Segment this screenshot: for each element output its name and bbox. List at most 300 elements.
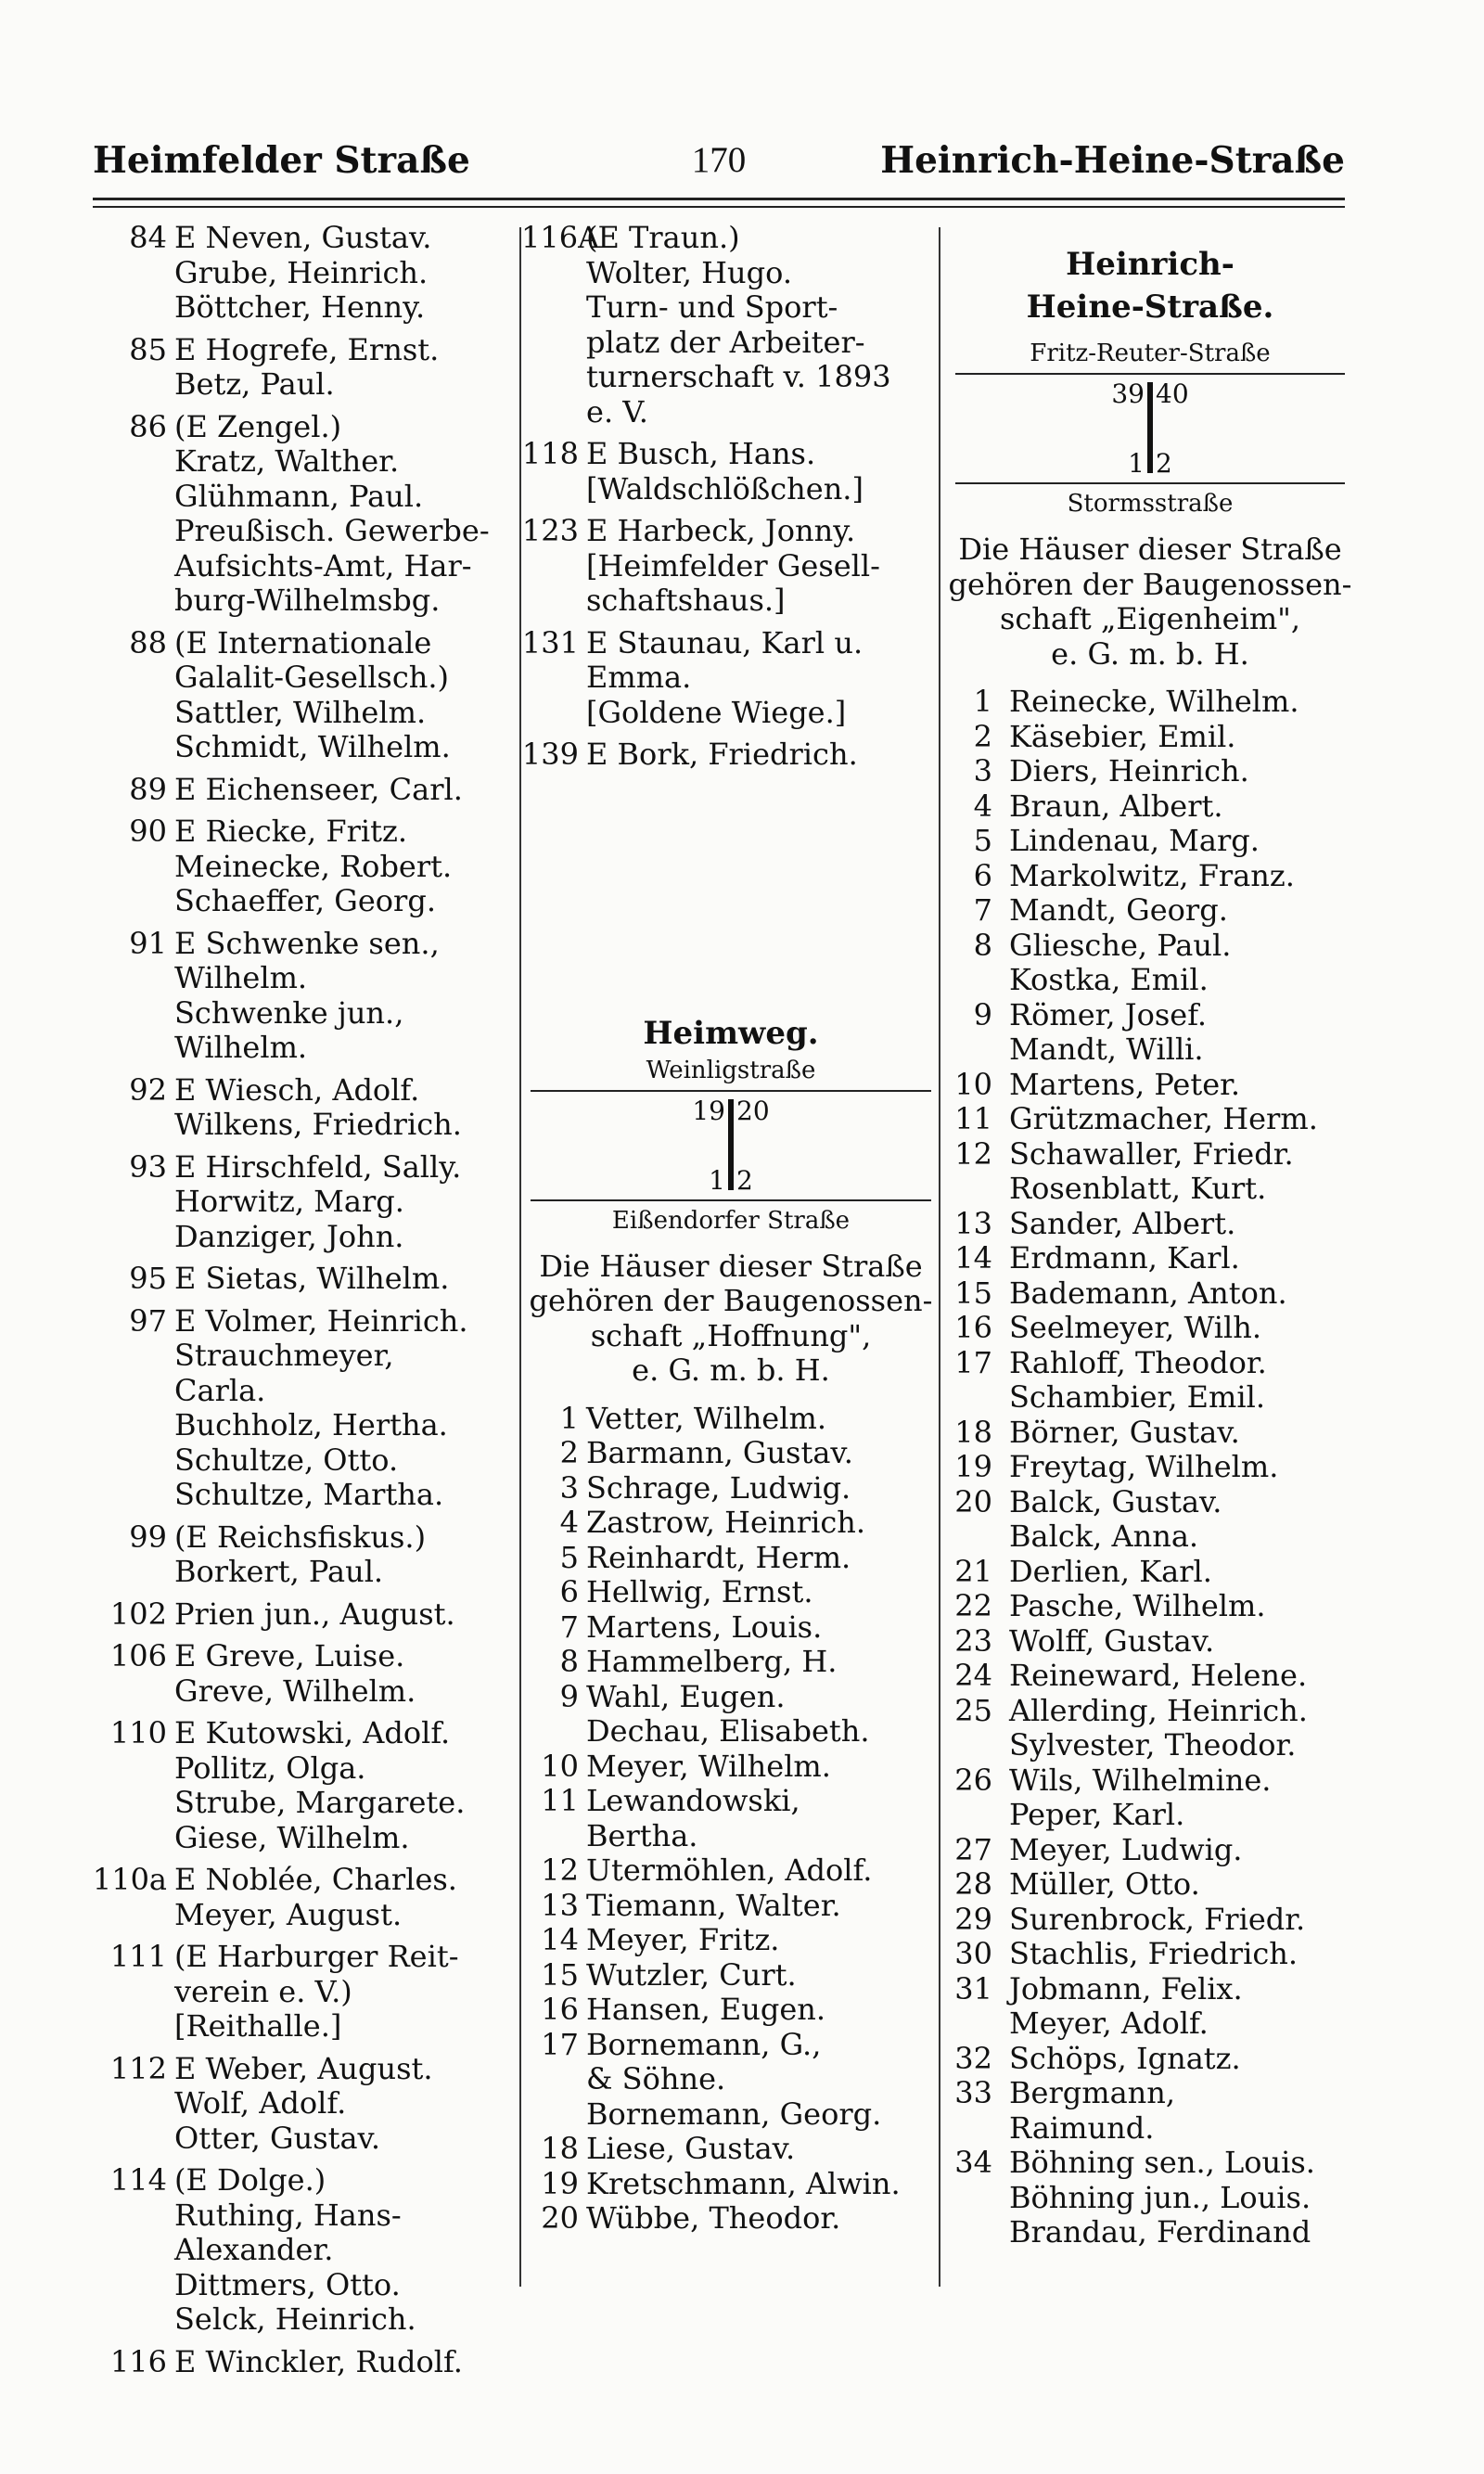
- resident-names: [174, 1716, 518, 1855]
- address-entry: [521, 1784, 940, 1853]
- resident-names: [174, 221, 518, 326]
- address-entry: [946, 1937, 1354, 1972]
- house-number: 9: [559, 1678, 579, 1714]
- resident-line: Meyer, Ludwig.: [1009, 1831, 1243, 1867]
- resident-line: Wolter, Hugo.: [586, 254, 793, 290]
- resident-line: Giese, Wilhelm.: [174, 1819, 410, 1855]
- resident-line: E Greve, Luise.: [174, 1638, 405, 1673]
- address-entry: [946, 2042, 1354, 2077]
- resident-line: Sylvester, Theodor.: [1009, 1727, 1297, 1763]
- resident-line: E Eichenseer, Carl.: [174, 771, 463, 807]
- heinrich-note: [946, 532, 1354, 672]
- house-number: 139: [521, 737, 579, 772]
- house-number: 131: [521, 624, 579, 660]
- resident-line: Grützmacher, Herm.: [1009, 1101, 1318, 1136]
- heinrich-note-line: Die Häuser dieser Straße: [958, 532, 1342, 567]
- address-entry: [521, 1506, 940, 1541]
- address-entry: [91, 1520, 518, 1590]
- resident-names: [586, 1610, 940, 1646]
- resident-names: [586, 437, 940, 506]
- resident-line: Seelmeyer, Wilh.: [1009, 1310, 1262, 1345]
- heimweg-residents-list: [521, 1402, 940, 2237]
- heinrich-divider-bottom: [955, 482, 1345, 484]
- resident-line: Zastrow, Heinrich.: [586, 1505, 866, 1540]
- header-rule: [93, 198, 1345, 200]
- address-entry: [946, 929, 1354, 998]
- resident-line: Emma.: [586, 660, 692, 695]
- house-number: 18: [954, 1414, 992, 1450]
- house-number: 84: [129, 220, 167, 255]
- resident-line: Lindenau, Marg.: [1009, 823, 1260, 858]
- address-entry: [946, 1972, 1354, 2042]
- house-number: 106: [109, 1638, 167, 1673]
- resident-line: Prien jun., August.: [174, 1596, 455, 1632]
- resident-line: Schmidt, Wilhelm.: [174, 729, 451, 764]
- house-number: 2: [973, 718, 992, 754]
- resident-line: Reineward, Helene.: [1009, 1658, 1308, 1693]
- resident-names: [1009, 1068, 1354, 1103]
- resident-line: Reinhardt, Herm.: [586, 1539, 851, 1575]
- resident-line: [Waldschlößchen.]: [586, 470, 864, 506]
- address-entry: [946, 1624, 1354, 1660]
- resident-line: Jobmann, Felix.: [1009, 1970, 1243, 2006]
- resident-names: [174, 1597, 518, 1633]
- house-number: 123: [521, 513, 579, 548]
- house-number: 24: [954, 1658, 992, 1693]
- resident-line: Hansen, Eugen.: [586, 1992, 826, 2027]
- resident-line: (E Zengel.): [174, 408, 342, 444]
- resident-line: Bornemann, G.,: [586, 2026, 822, 2062]
- resident-line: Wübbe, Theodor.: [586, 2200, 841, 2236]
- resident-line: E Sietas, Wilhelm.: [174, 1261, 450, 1296]
- address-entry: [91, 1262, 518, 1297]
- resident-line: Allerding, Heinrich.: [1009, 1692, 1308, 1728]
- resident-names: [174, 1304, 518, 1513]
- address-entry: [91, 927, 518, 1066]
- resident-line: Bademann, Anton.: [1009, 1275, 1287, 1311]
- resident-line: Wolf, Adolf.: [174, 2085, 347, 2121]
- heimweg-note-line: gehören der Baugenossen-: [529, 1283, 933, 1318]
- address-entry: [946, 824, 1354, 859]
- resident-line: [Reithalle.]: [174, 2008, 342, 2044]
- heimweg-bottom-left-number: 1: [709, 1164, 725, 1196]
- resident-line: Markolwitz, Franz.: [1009, 857, 1295, 893]
- resident-names: [1009, 1207, 1354, 1242]
- resident-names: [1009, 1867, 1354, 1903]
- resident-names: [1009, 789, 1354, 825]
- house-number: 5: [559, 1539, 579, 1575]
- heimweg-top-left-number: 19: [692, 1095, 725, 1126]
- resident-line: Mandt, Willi.: [1009, 1032, 1204, 1067]
- resident-line: Greve, Wilhelm.: [174, 1673, 416, 1709]
- heinrich-residents-list: [946, 685, 1354, 2250]
- heinrich-bottom-left-number: 1: [1128, 448, 1145, 479]
- house-number: 26: [954, 1762, 992, 1798]
- address-entry: [521, 1993, 940, 2028]
- resident-names: [1009, 2042, 1354, 2077]
- house-number: 16: [954, 1310, 992, 1345]
- resident-line: Balck, Anna.: [1009, 1519, 1199, 1554]
- resident-names: [1009, 720, 1354, 755]
- resident-line: Diers, Heinrich.: [1009, 753, 1249, 788]
- resident-names: [586, 737, 940, 773]
- resident-names: [1009, 1903, 1354, 1938]
- resident-line: Vetter, Wilhelm.: [586, 1400, 826, 1436]
- resident-line: Schöps, Ignatz.: [1009, 2040, 1241, 2076]
- heimweg-divider-bottom: [531, 1199, 931, 1201]
- address-entry: [91, 773, 518, 808]
- resident-line: Wilhelm.: [174, 1030, 308, 1065]
- resident-line: Grube, Heinrich.: [174, 254, 429, 290]
- house-number: 3: [973, 753, 992, 788]
- house-number: 114: [109, 2162, 167, 2198]
- address-entry: [521, 1889, 940, 1924]
- house-number: 25: [954, 1692, 992, 1728]
- house-number: 30: [954, 1936, 992, 1971]
- house-number: 34: [954, 2145, 992, 2180]
- address-entry: [91, 1597, 518, 1633]
- heinrich-number-map: [955, 378, 1345, 479]
- address-entry: [946, 1763, 1354, 1833]
- resident-line: E Busch, Hans.: [586, 436, 816, 471]
- address-entry: [91, 626, 518, 765]
- resident-line: platz der Arbeiter-: [586, 324, 865, 360]
- resident-line: Carla.: [174, 1372, 266, 1408]
- house-number: 15: [954, 1275, 992, 1311]
- resident-names: [586, 2028, 940, 2133]
- heimweg-note: [521, 1250, 940, 1389]
- house-number: 4: [973, 788, 992, 824]
- resident-line: verein e. V.): [174, 1973, 352, 2009]
- address-entry: [521, 1575, 940, 1610]
- resident-line: Schultze, Otto.: [174, 1442, 399, 1478]
- house-number: 14: [541, 1922, 579, 1957]
- address-entry: [946, 754, 1354, 789]
- resident-names: [586, 1471, 940, 1506]
- address-entry: [91, 814, 518, 919]
- resident-names: [1009, 859, 1354, 894]
- house-number: 13: [541, 1887, 579, 1923]
- resident-line: Schwenke jun.,: [174, 994, 404, 1031]
- address-entry: [946, 1659, 1354, 1694]
- resident-line: Balck, Gustav.: [1009, 1483, 1222, 1519]
- resident-line: E Hogrefe, Ernst.: [174, 331, 440, 367]
- resident-line: (E Traun.): [586, 220, 740, 255]
- resident-names: [586, 1750, 940, 1785]
- house-number: 12: [541, 1852, 579, 1888]
- resident-line: Rahloff, Theodor.: [1009, 1344, 1267, 1380]
- house-number: 102: [109, 1596, 167, 1632]
- resident-names: [174, 927, 518, 1066]
- resident-line: Hellwig, Ernst.: [586, 1574, 813, 1609]
- house-number: 3: [559, 1469, 579, 1506]
- resident-line: turnerschaft v. 1893: [586, 359, 891, 394]
- resident-line: Böhning sen., Louis.: [1009, 2145, 1315, 2180]
- resident-names: [586, 2201, 940, 2237]
- resident-line: Buchholz, Hertha.: [174, 1407, 448, 1442]
- house-number: 11: [954, 1101, 992, 1136]
- resident-names: [174, 1262, 518, 1297]
- resident-names: [174, 1639, 518, 1709]
- resident-names: [1009, 824, 1354, 859]
- resident-line: Meyer, Fritz.: [586, 1922, 780, 1957]
- address-entry: [946, 859, 1354, 894]
- resident-names: [1009, 1624, 1354, 1660]
- resident-line: Börner, Gustav.: [1009, 1414, 1240, 1450]
- resident-line: (E Reichsfiskus.): [174, 1519, 427, 1555]
- resident-names: [1009, 1659, 1354, 1694]
- house-number: 85: [129, 331, 167, 367]
- house-number: 110a: [92, 1862, 167, 1897]
- resident-line: E Wiesch, Adolf.: [174, 1071, 420, 1108]
- address-entry: [91, 221, 518, 326]
- resident-names: [586, 1506, 940, 1541]
- address-entry: [946, 1346, 1354, 1416]
- resident-line: Wilkens, Friedrich.: [174, 1107, 462, 1142]
- house-number: 18: [541, 2131, 579, 2166]
- heimweg-note-line: e. G. m. b. H.: [632, 1352, 830, 1388]
- resident-line: Pasche, Wilhelm.: [1009, 1588, 1266, 1623]
- resident-names: [1009, 754, 1354, 789]
- house-number: 20: [541, 2200, 579, 2236]
- resident-line: Brandau, Ferdinand: [1009, 2214, 1311, 2250]
- resident-line: E Neven, Gustav.: [174, 220, 432, 255]
- resident-line: Lewandowski,: [586, 1783, 800, 1818]
- house-number: 1: [973, 684, 992, 719]
- resident-line: Peper, Karl.: [1009, 1797, 1185, 1832]
- resident-line: E Staunau, Karl u.: [586, 624, 864, 660]
- house-number: 118: [521, 436, 579, 471]
- address-entry: [521, 1958, 940, 1993]
- resident-line: Schrage, Ludwig.: [586, 1469, 851, 1506]
- address-entry: [946, 1311, 1354, 1346]
- resident-line: Böhning jun., Louis.: [1009, 2179, 1311, 2215]
- resident-names: [586, 1784, 940, 1853]
- address-entry: [521, 1610, 940, 1646]
- resident-line: Dittmers, Otto.: [174, 2266, 401, 2302]
- house-number: 86: [129, 408, 167, 444]
- house-number: 27: [954, 1831, 992, 1867]
- house-number: 116A: [521, 220, 600, 255]
- resident-names: [586, 2167, 940, 2202]
- resident-line: Gliesche, Paul.: [1009, 927, 1232, 963]
- resident-line: Otter, Gustav.: [174, 2120, 380, 2156]
- address-entry: [91, 1150, 518, 1255]
- resident-names: [1009, 1102, 1354, 1137]
- house-number: 2: [559, 1435, 579, 1470]
- address-entry: [91, 2345, 518, 2380]
- resident-line: Preußisch. Gewerbe-: [174, 513, 490, 548]
- header-rule-thin: [93, 206, 1345, 208]
- address-entry: [946, 1068, 1354, 1103]
- house-number: 31: [954, 1970, 992, 2006]
- heinrich-note-line: gehören der Baugenossen-: [948, 566, 1352, 602]
- heinrich-bottom-right-number: 2: [1156, 448, 1172, 479]
- resident-names: [1009, 893, 1354, 929]
- resident-names: [1009, 1555, 1354, 1590]
- address-entry: [946, 1207, 1354, 1242]
- resident-names: [174, 773, 518, 808]
- address-entry: [521, 2201, 940, 2237]
- house-number: 13: [954, 1205, 992, 1241]
- resident-line: Sander, Albert.: [1009, 1205, 1236, 1241]
- resident-names: [586, 221, 940, 429]
- address-entry: [946, 1589, 1354, 1624]
- heimweg-top-right-number: 20: [736, 1095, 770, 1126]
- resident-line: Aufsichts-Amt, Har-: [174, 547, 472, 583]
- house-number: 12: [954, 1135, 992, 1172]
- header-left-street: Heimfelder Straße: [93, 139, 470, 182]
- resident-line: Kratz, Walther.: [174, 443, 400, 479]
- resident-line: burg-Wilhelmsbg.: [174, 583, 441, 618]
- address-entry: [91, 1304, 518, 1513]
- address-entry: [91, 1716, 518, 1855]
- address-entry: [946, 1867, 1354, 1903]
- resident-names: [586, 1993, 940, 2028]
- heimweg-note-line: Die Häuser dieser Straße: [539, 1248, 923, 1284]
- address-entry: [521, 1750, 940, 1785]
- address-entry: [91, 1639, 518, 1709]
- resident-line: [Heimfelder Gesell-: [586, 547, 880, 583]
- resident-names: [1009, 1276, 1354, 1312]
- house-number: 22: [954, 1588, 992, 1623]
- address-entry: [521, 1402, 940, 1437]
- address-entry: [521, 1853, 940, 1889]
- resident-names: [174, 2345, 518, 2380]
- resident-names: [586, 1889, 940, 1924]
- resident-names: [174, 1150, 518, 1255]
- house-number: 1: [559, 1400, 579, 1436]
- resident-names: [1009, 1137, 1354, 1207]
- heinrich-title-line2: Heine-Straße.: [1026, 288, 1274, 326]
- house-number: 19: [954, 1449, 992, 1484]
- address-entry: [521, 2132, 940, 2167]
- resident-line: Tiemann, Walter.: [586, 1887, 841, 1923]
- house-number: 14: [954, 1240, 992, 1275]
- heimfelder-continued-list: [521, 221, 940, 780]
- resident-names: [586, 1923, 940, 1958]
- resident-line: [Goldene Wiege.]: [586, 694, 847, 730]
- resident-line: Meyer, Wilhelm.: [586, 1748, 831, 1784]
- resident-names: [1009, 1241, 1354, 1276]
- address-entry: [946, 1276, 1354, 1312]
- house-number: 8: [559, 1644, 579, 1679]
- resident-line: E Volmer, Heinrich.: [174, 1302, 468, 1339]
- house-number: 17: [541, 2026, 579, 2062]
- house-number: 93: [129, 1148, 167, 1185]
- resident-line: Strube, Margarete.: [174, 1785, 466, 1820]
- address-entry: [946, 1833, 1354, 1868]
- resident-line: Schawaller, Friedr.: [1009, 1135, 1294, 1172]
- resident-line: Bergmann,: [1009, 2075, 1176, 2110]
- address-entry: [91, 1863, 518, 1932]
- resident-line: E Hirschfeld, Sally.: [174, 1148, 462, 1185]
- house-number: 97: [129, 1302, 167, 1339]
- house-number: 9: [973, 996, 992, 1032]
- heimweg-note-line: schaft „Hoffnung",: [590, 1317, 872, 1353]
- house-number: 20: [954, 1483, 992, 1519]
- resident-names: [174, 626, 518, 765]
- address-entry: [946, 1416, 1354, 1451]
- house-number: 10: [541, 1748, 579, 1784]
- resident-names: [1009, 1311, 1354, 1346]
- heinrich-from-street: Fritz-Reuter-Straße: [1030, 340, 1271, 367]
- house-number: 99: [129, 1519, 167, 1555]
- address-entry: [946, 1555, 1354, 1590]
- heimweg-divider-top: [531, 1090, 931, 1092]
- address-entry: [521, 221, 940, 429]
- address-entry: [521, 1436, 940, 1471]
- column-middle: [521, 221, 940, 2237]
- address-entry: [946, 1450, 1354, 1485]
- address-entry: [946, 720, 1354, 755]
- resident-line: Martens, Louis.: [586, 1609, 823, 1645]
- resident-line: e. V.: [586, 393, 648, 429]
- house-number: 23: [954, 1622, 992, 1659]
- resident-line: (E Dolge.): [174, 2162, 326, 2198]
- resident-names: [1009, 1972, 1354, 2042]
- house-number: 89: [129, 771, 167, 807]
- house-number: 16: [541, 1992, 579, 2027]
- resident-names: [1009, 1763, 1354, 1833]
- resident-line: E Winckler, Rudolf.: [174, 2343, 463, 2379]
- resident-line: Reinecke, Wilhelm.: [1009, 684, 1299, 719]
- house-number: 21: [954, 1553, 992, 1589]
- resident-names: [586, 1402, 940, 1437]
- resident-names: [1009, 1694, 1354, 1763]
- resident-line: Barmann, Gustav.: [586, 1435, 853, 1470]
- resident-line: Käsebier, Emil.: [1009, 718, 1236, 754]
- resident-line: Raimund.: [1009, 2109, 1155, 2146]
- resident-names: [1009, 1485, 1354, 1555]
- address-entry: [521, 1645, 940, 1680]
- resident-line: Betz, Paul.: [174, 366, 335, 402]
- resident-line: E Bork, Friedrich.: [586, 737, 858, 772]
- resident-line: Bornemann, Georg.: [586, 2096, 882, 2132]
- resident-line: Römer, Josef.: [1009, 996, 1208, 1032]
- resident-line: E Weber, August.: [174, 2050, 433, 2086]
- resident-names: [174, 410, 518, 619]
- resident-line: Meyer, Adolf.: [1009, 2006, 1209, 2041]
- resident-names: [1009, 2076, 1354, 2146]
- house-number: 7: [973, 892, 992, 928]
- house-number: 8: [973, 927, 992, 963]
- resident-names: [1009, 1937, 1354, 1972]
- resident-names: [174, 2163, 518, 2338]
- heimweg-to-street: Eißendorfer Straße: [611, 1206, 851, 1235]
- resident-line: Danziger, John.: [174, 1218, 404, 1254]
- resident-line: Stachlis, Friedrich.: [1009, 1936, 1298, 1971]
- resident-names: [174, 814, 518, 919]
- address-entry: [521, 737, 940, 773]
- house-number: 110: [109, 1715, 167, 1750]
- resident-line: Wolff, Gustav.: [1009, 1622, 1215, 1659]
- resident-names: [586, 1853, 940, 1889]
- house-number: 6: [973, 857, 992, 893]
- heimweg-title: Heimweg.: [643, 1014, 819, 1052]
- resident-line: Sattler, Wilhelm.: [174, 694, 427, 730]
- address-entry: [521, 1471, 940, 1506]
- heinrich-title-line1: Heinrich-: [1066, 246, 1235, 283]
- address-entry: [946, 1903, 1354, 1938]
- resident-line: Alexander.: [174, 2232, 334, 2267]
- resident-names: [586, 1645, 940, 1680]
- resident-names: [586, 1575, 940, 1610]
- address-entry: [91, 1940, 518, 2045]
- address-entry: [521, 514, 940, 619]
- heimweg-bottom-right-number: 2: [736, 1164, 753, 1196]
- resident-line: Martens, Peter.: [1009, 1066, 1241, 1102]
